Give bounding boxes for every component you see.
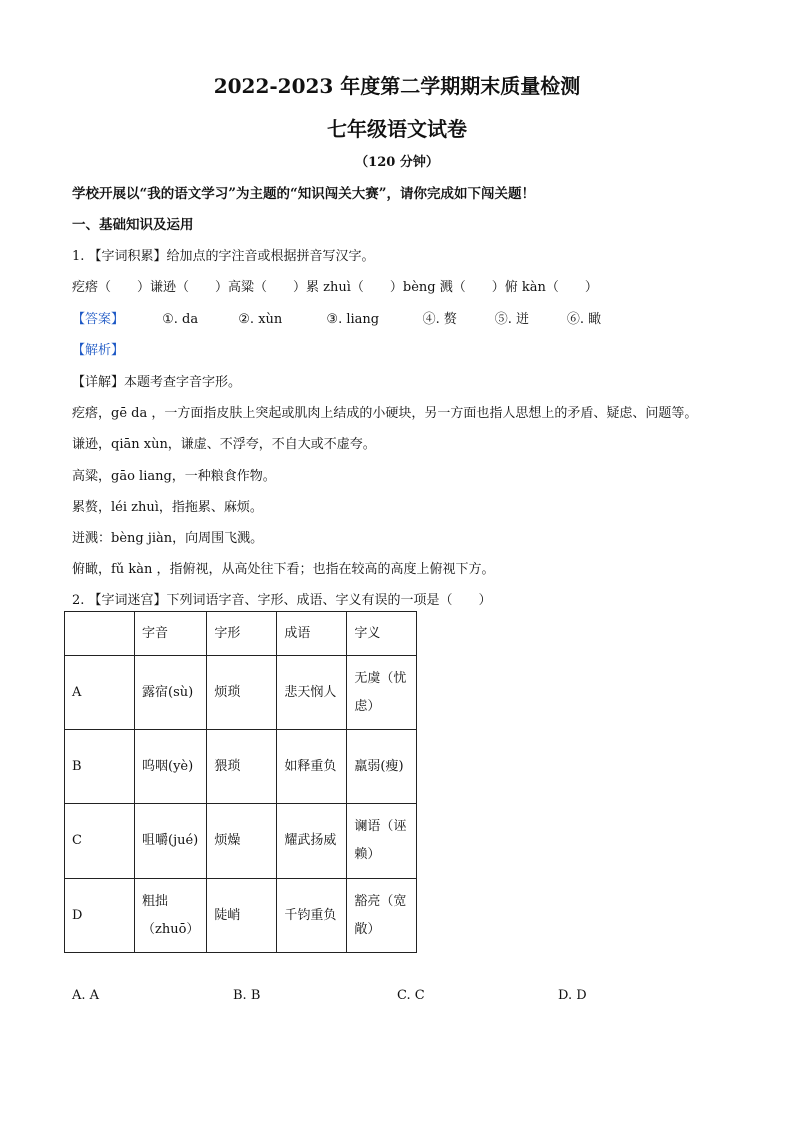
table-cell: 谰语（诬赖） bbox=[347, 804, 417, 879]
q2-stem: 2. 【字词迷宫】下列词语字音、字形、成语、字义有误的一项是（ ） bbox=[72, 593, 492, 608]
table-cell: B bbox=[65, 730, 135, 804]
table-cell: A bbox=[65, 656, 135, 730]
answer-item: ③. liang bbox=[326, 312, 380, 327]
table-header-row bbox=[65, 612, 417, 656]
explanation-line: 迸溅：bèng jiàn，向周围飞溅。 bbox=[72, 531, 264, 546]
table-cell: 悲天悯人 bbox=[277, 656, 347, 730]
option-b: B. B bbox=[233, 988, 261, 1003]
detail-line: 【详解】本题考查字音字形。 bbox=[72, 375, 242, 390]
option-c: C. C bbox=[397, 988, 425, 1003]
table-cell: C bbox=[65, 804, 135, 879]
answer-item: ②. xùn bbox=[238, 312, 283, 327]
table-cell: 豁亮（宽敞） bbox=[347, 879, 417, 953]
table-cell: D bbox=[65, 879, 135, 953]
answer-item: ①. da bbox=[162, 312, 199, 327]
table-row bbox=[65, 656, 417, 730]
section-heading: 一、基础知识及运用 bbox=[72, 217, 194, 233]
table-header-cell: 字形 bbox=[207, 612, 277, 656]
exam-duration: （120 分钟） bbox=[355, 155, 439, 170]
option-a: A. A bbox=[72, 988, 100, 1003]
exam-title: 2022-2023 年度第二学期期末质量检测 bbox=[213, 74, 581, 98]
table-cell: 猥琐 bbox=[207, 730, 277, 804]
q1-items: 疙瘩（ ）谦逊（ ）高粱（ ）累 zhuì（ ）bèng 溅（ ）俯 kàn（ ） bbox=[72, 280, 598, 295]
explanation-line: 谦逊，qiān xùn，谦虚、不浮夸，不自大或不虚夸。 bbox=[72, 437, 376, 452]
q2-table bbox=[64, 611, 417, 953]
table-cell: 千钧重负 bbox=[277, 879, 347, 953]
table-cell: 烦燥 bbox=[207, 804, 277, 879]
answer-item: ④. 赘 bbox=[422, 312, 457, 327]
table-cell: 烦琐 bbox=[207, 656, 277, 730]
table-cell: 无虞（忧虑） bbox=[347, 656, 417, 730]
table-cell: 露宿(sù) bbox=[135, 656, 207, 730]
table-cell: 咀嚼(jué) bbox=[135, 804, 207, 879]
answer-item: ⑤. 迸 bbox=[494, 312, 529, 327]
table-row bbox=[65, 804, 417, 879]
exam-subtitle: 七年级语文试卷 bbox=[327, 117, 467, 141]
table-header-cell bbox=[65, 612, 135, 656]
table-cell: 陡峭 bbox=[207, 879, 277, 953]
table-cell: 粗拙（zhuō） bbox=[135, 879, 207, 953]
analysis-label: 【解析】 bbox=[72, 343, 125, 358]
answer-label: 【答案】 bbox=[72, 312, 125, 327]
table-header-cell: 字音 bbox=[135, 612, 207, 656]
answer-item: ⑥. 瞰 bbox=[566, 312, 602, 327]
table-header-cell: 字义 bbox=[347, 612, 417, 656]
table-cell: 如释重负 bbox=[277, 730, 347, 804]
table-cell: 呜咽(yè) bbox=[135, 730, 207, 804]
table-row bbox=[65, 730, 417, 804]
table-cell: 羸弱(瘦) bbox=[347, 730, 417, 804]
explanation-line: 疙瘩，gē da ，一方面指皮肤上突起或肌肉上结成的小硬块，另一方面也指人思想上的矛盾、疑虑、问题等。 bbox=[72, 406, 698, 421]
table-cell: 耀武扬威 bbox=[277, 804, 347, 879]
explanation-line: 高粱，gāo liang，一种粮食作物。 bbox=[72, 469, 276, 484]
explanation-line: 累赘，léi zhuì，指拖累、麻烦。 bbox=[72, 500, 263, 515]
intro-text: 学校开展以“我的语文学习”为主题的“知识闯关大赛”，请你完成如下闯关题！ bbox=[72, 186, 536, 202]
explanation-line: 俯瞰，fǔ kàn ，指俯视，从高处往下看；也指在较高的高度上俯视下方。 bbox=[72, 562, 495, 577]
q1-stem: 1. 【字词积累】给加点的字注音或根据拼音写汉字。 bbox=[72, 249, 375, 264]
table-row bbox=[65, 879, 417, 953]
option-d: D. D bbox=[558, 988, 587, 1003]
q1-answer-row bbox=[72, 308, 601, 327]
table-header-cell: 成语 bbox=[277, 612, 347, 656]
